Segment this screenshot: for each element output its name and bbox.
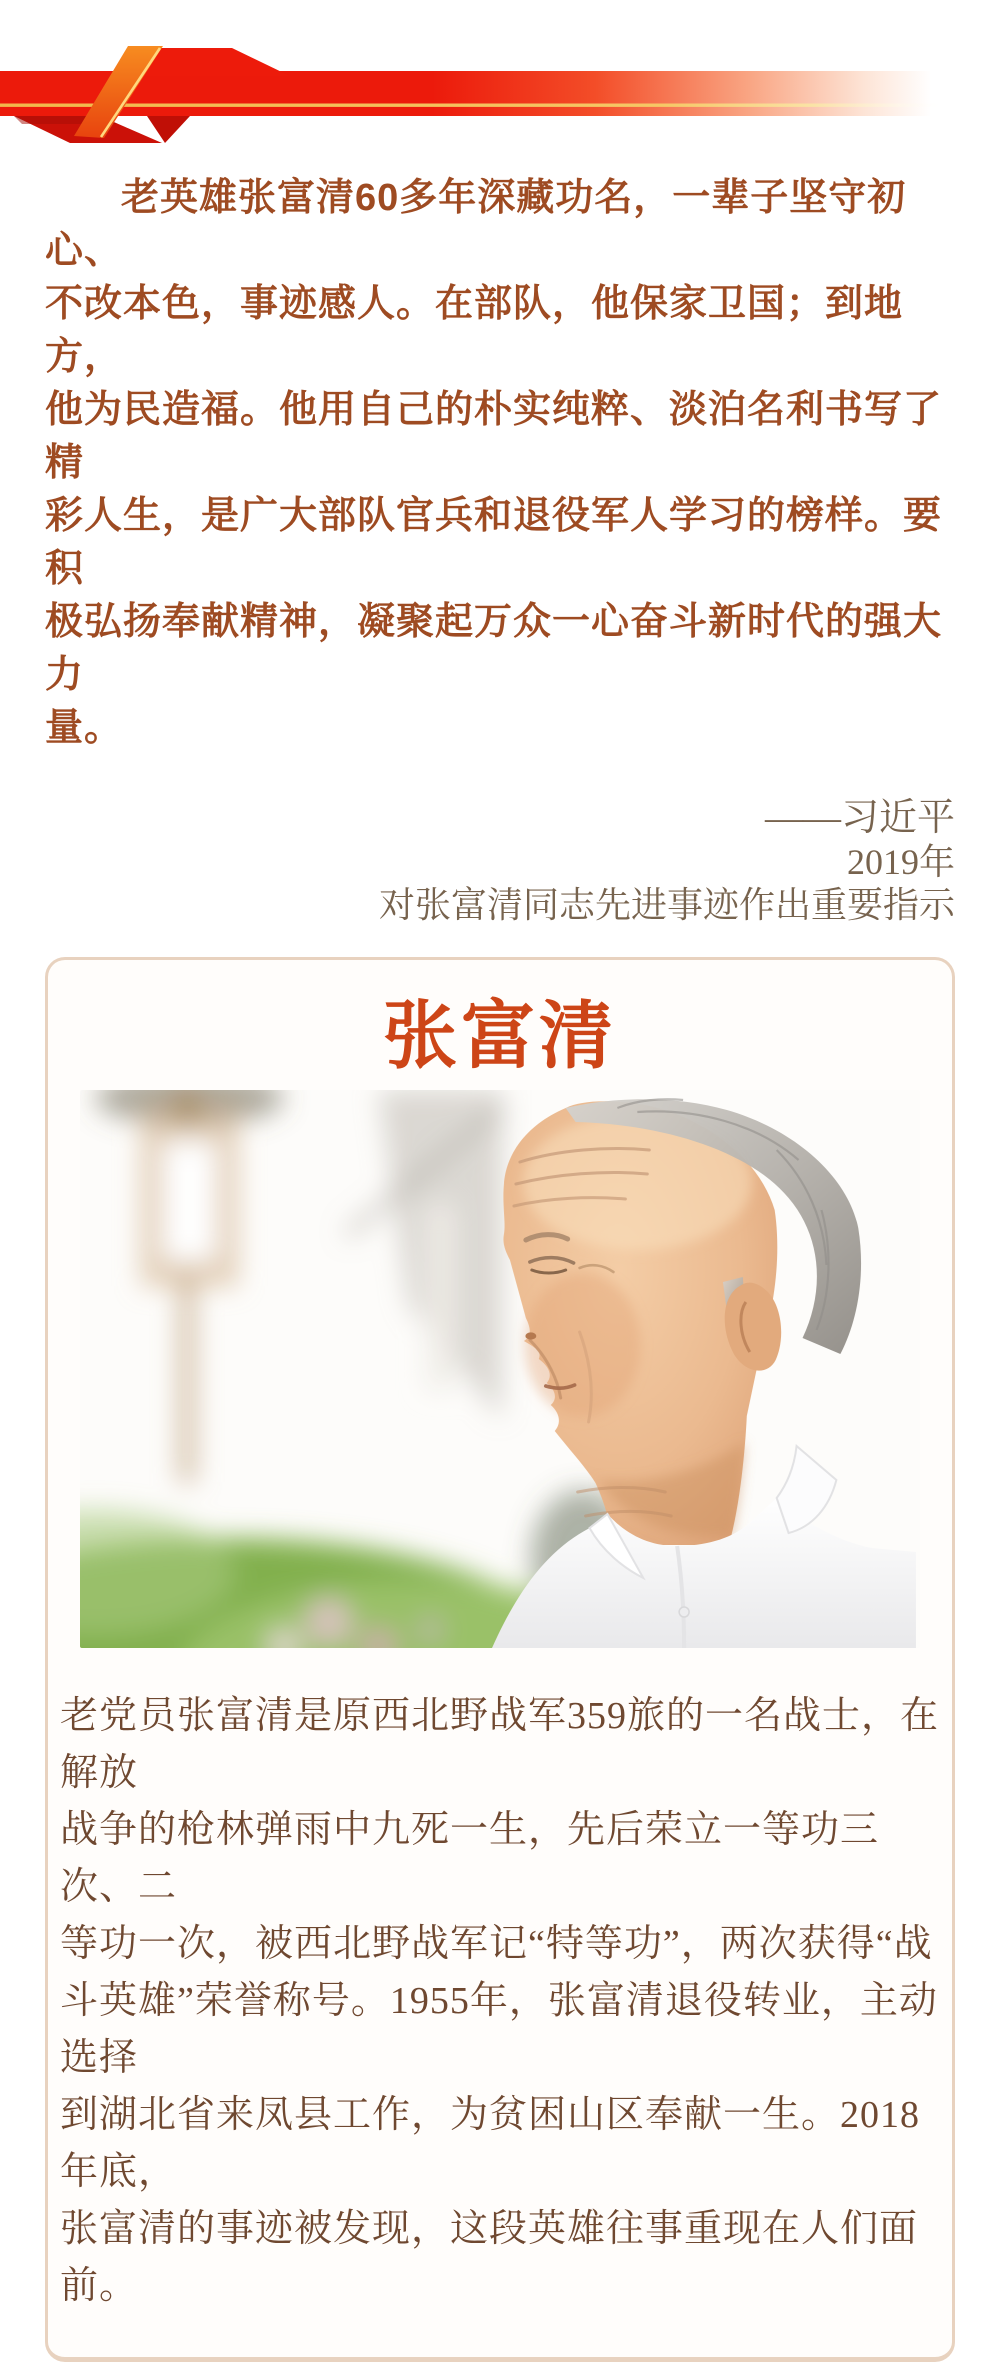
bio-line: 老党员张富清是原西北野战军359旅的一名战士，在解放	[60, 1695, 940, 1794]
profile-card	[45, 957, 955, 2362]
ribbon-gold-line	[0, 104, 945, 107]
attribution-signature: ——习近平	[764, 797, 955, 839]
portrait-photo	[80, 1090, 920, 1648]
card-title: 张富清	[383, 996, 617, 1078]
bio-line: 到湖北省来凤县工作，为贫困山区奉献一生。2018年底，	[60, 2094, 921, 2193]
bio-line: 等功一次，被西北野战军记“特等功”，两次获得“战	[60, 1923, 933, 1965]
quote-line: 极弘扬奉献精神，凝聚起万众一心奋斗新时代的强大力	[45, 601, 943, 696]
attribution-block	[45, 795, 955, 927]
bio-line: 张富清的事迹被发现，这段英雄往事重现在人们面前。	[60, 2208, 919, 2307]
quote-line: 量。	[45, 707, 124, 749]
attribution-context: 对张富清同志先进事迹作出重要指示	[378, 885, 955, 925]
quote-line: 彩人生，是广大部队官兵和退役军人学习的榜样。要积	[45, 495, 943, 590]
quote-line: 老英雄张富清60多年深藏功名，一辈子坚守初心、	[45, 177, 907, 272]
bio-line: 斗英雄”荣誉称号。1955年，张富清退役转业，主动选择	[60, 1980, 938, 2079]
portrait-graphic	[80, 1090, 916, 1648]
ribbon-underfold-right	[147, 116, 190, 143]
quote-line: 不改本色，事迹感人。在部队，他保家卫国；到地方，	[45, 283, 904, 378]
bio-line: 战争的枪林弹雨中九死一生，先后荣立一等功三次、二	[60, 1809, 880, 1908]
ribbon-band	[0, 71, 960, 116]
ribbon-graphic	[0, 40, 1000, 150]
quote-line: 他为民造福。他用自己的朴实纯粹、淡泊名利书写了精	[45, 389, 943, 484]
quote-block	[45, 172, 955, 755]
ribbon-banner	[0, 40, 1000, 150]
shirt-button	[679, 1607, 689, 1617]
nostril	[525, 1332, 536, 1339]
bio-block	[60, 1688, 940, 2315]
attribution-year: 2019年	[846, 842, 955, 882]
